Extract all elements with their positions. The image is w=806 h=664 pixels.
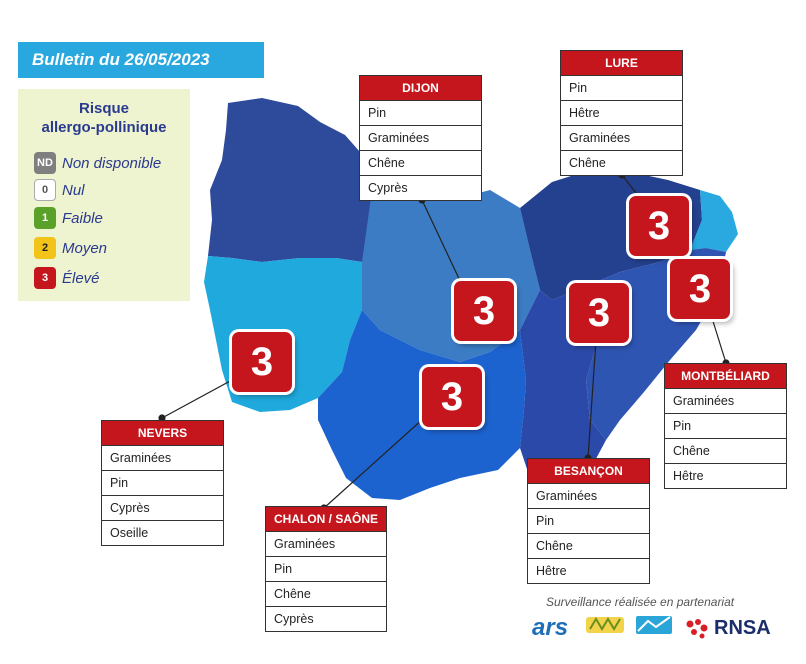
risk-badge-montbeliard: 3 xyxy=(670,259,730,319)
risk-badge-nevers: 3 xyxy=(232,332,292,392)
pollen-item: Oseille xyxy=(102,520,223,545)
legend-label-nul: Nul xyxy=(62,181,85,199)
risk-badge-lure: 3 xyxy=(629,196,689,256)
risk-badge-dijon: 3 xyxy=(454,281,514,341)
pollen-item: Pin xyxy=(360,100,481,125)
pollen-item: Cyprès xyxy=(266,606,386,631)
legend-label-faible: Faible xyxy=(62,209,103,227)
city-name-chalon: CHALON / SAÔNE xyxy=(266,507,386,531)
pollen-item: Hêtre xyxy=(561,100,682,125)
pollen-item: Pin xyxy=(665,413,786,438)
rnsa-logo-text: RNSA xyxy=(714,616,771,639)
city-name-nevers: NEVERS xyxy=(102,421,223,445)
pollen-item: Hêtre xyxy=(528,558,649,583)
atmo-logo xyxy=(586,613,624,637)
legend-label-nd: Non disponible xyxy=(62,154,162,172)
connector-dijon xyxy=(422,200,462,285)
pollen-item: Graminées xyxy=(665,388,786,413)
pollen-item: Graminées xyxy=(561,125,682,150)
legend-badge-faible: 1 xyxy=(34,207,56,229)
city-name-besancon: BESANÇON xyxy=(528,459,649,483)
legend-badge-nd: ND xyxy=(34,152,56,174)
legend-badge-nul: 0 xyxy=(34,179,56,201)
pollen-item: Graminées xyxy=(360,125,481,150)
ars-logo-text: ars xyxy=(532,614,569,641)
bulletin-date-banner: Bulletin du 26/05/2023 xyxy=(18,42,264,78)
partnership-text: Surveillance réalisée en partenariat xyxy=(546,595,735,609)
pollen-item: Pin xyxy=(266,556,386,581)
legend-title-line2: allergo-pollinique xyxy=(41,119,167,136)
legend-label-eleve: Élevé xyxy=(62,269,100,287)
pollen-item: Graminées xyxy=(528,483,649,508)
connector-montbeliard xyxy=(712,318,726,363)
pollen-item: Chêne xyxy=(266,581,386,606)
legend-badge-eleve: 3 xyxy=(34,267,56,289)
pollen-item: Pin xyxy=(528,508,649,533)
atmo-logo-graphic xyxy=(586,613,624,637)
city-name-dijon: DIJON xyxy=(360,76,481,100)
city-box-montbeliard xyxy=(664,363,787,489)
pollen-item: Hêtre xyxy=(665,463,786,488)
city-box-nevers xyxy=(101,420,224,546)
pollen-item: Chêne xyxy=(528,533,649,558)
risk-badge-chalon: 3 xyxy=(422,367,482,427)
legend-badge-moyen: 2 xyxy=(34,237,56,259)
pollen-item: Cyprès xyxy=(102,495,223,520)
risk-badge-besancon: 3 xyxy=(569,283,629,343)
pollen-item: Cyprès xyxy=(360,175,481,200)
pollen-item: Pin xyxy=(561,75,682,100)
city-box-chalon xyxy=(265,506,387,632)
connector-besancon xyxy=(588,340,596,458)
connector-lure xyxy=(622,175,640,198)
pollen-item: Chêne xyxy=(360,150,481,175)
pollen-item: Graminées xyxy=(102,445,223,470)
legend-title-line1: Risque xyxy=(78,100,129,117)
pollen-item: Chêne xyxy=(561,150,682,175)
city-name-montbeliard: MONTBÉLIARD xyxy=(665,364,786,388)
connector-chalon xyxy=(324,418,424,508)
connector-nevers xyxy=(162,380,232,418)
city-box-besancon xyxy=(527,458,650,584)
city-name-lure: LURE xyxy=(561,51,682,75)
ars-logo xyxy=(532,613,568,643)
pollen-item: Graminées xyxy=(266,531,386,556)
pollen-item: Chêne xyxy=(665,438,786,463)
rnsa-logo xyxy=(684,613,771,643)
raep-logo-graphic xyxy=(636,613,672,637)
legend-label-moyen: Moyen xyxy=(62,239,108,257)
rnsa-logo-dots xyxy=(684,616,710,640)
city-box-lure xyxy=(560,50,683,176)
raep-logo xyxy=(636,613,672,637)
city-box-dijon xyxy=(359,75,482,201)
pollen-item: Pin xyxy=(102,470,223,495)
